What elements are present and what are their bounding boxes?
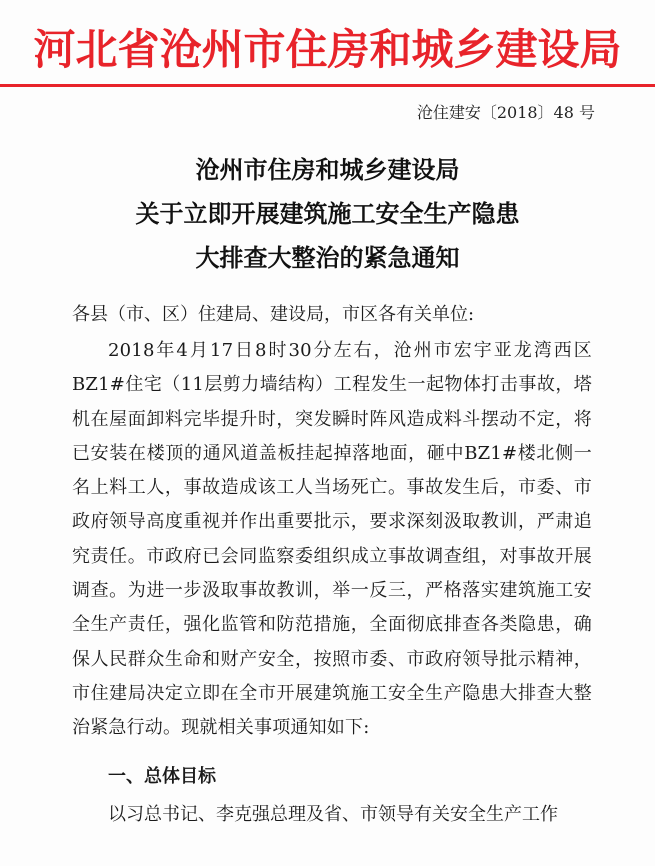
title-line-2: 关于立即开展建筑施工安全生产隐患 bbox=[135, 199, 520, 228]
header-red-rule bbox=[0, 84, 655, 87]
title-line-1: 沧州市住房和城乡建设局 bbox=[195, 155, 460, 184]
salutation: 各县（市、区）住建局、建设局，市区各有关单位: bbox=[72, 304, 475, 325]
section-heading-1: 一、总体目标 bbox=[108, 766, 216, 787]
title-line-3: 大排查大整治的紧急通知 bbox=[195, 243, 460, 272]
organization-header: 河北省沧州市住房和城乡建设局 bbox=[33, 25, 622, 74]
document-number: 沧住建安〔2018〕48 号 bbox=[416, 103, 595, 122]
section-1-text: 以习总书记、李克强总理及省、市领导有关安全生产工作 bbox=[108, 804, 558, 825]
body-paragraph-1: 2018年4月17日8时30分左右，沧州市宏宇亚龙湾西区BZ1#住宅（11层剪力墙结构）工程发生一起物体打击事故，塔机在屋面卸料完毕提升时，突发瞬时阵风造成料斗摆动不定，将已安装在楼顶的通风道盖板挂起掉落地面，砸中BZ1#楼北侧一名上料工人，事故造成该工人当场死亡。事故发生后，市委、市政府领导高度重视并作出重要批示，要求深刻汲取教训，严肃追究责任。市政府已会同监察委组织成立事故调查组，对事故开展调查。为进一步汲取事故教训，举一反三，严格落实建筑施工安全生产责任，强化监管和防范措施，全面彻底排查各类隐患，确保人民群众生命和财产安全，按照市委、市政府领导批示精神，市住建局决定立即在全市开展建筑施工安全生产隐患大排查大整治紧急行动。现就相关事项通知如下: bbox=[72, 340, 592, 739]
